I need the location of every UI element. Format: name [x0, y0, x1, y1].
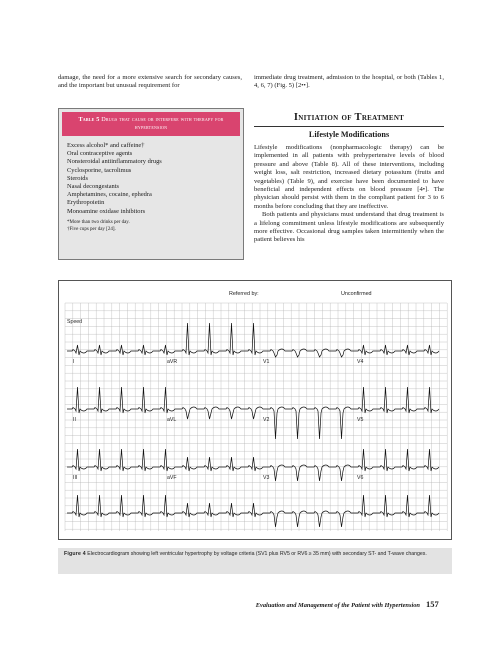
ecg-trace	[67, 449, 439, 481]
table-5-items	[59, 136, 243, 216]
page-number: 157	[426, 599, 439, 609]
ecg-speed-label: Speed	[67, 319, 83, 325]
ecg-lead-label: V5	[357, 417, 364, 423]
ecg-tracing	[59, 281, 451, 539]
table-5	[58, 108, 244, 260]
table-5-item: Oral contraceptive agents	[67, 150, 133, 158]
table-5-item: Monoamine oxidase inhibitors	[67, 207, 146, 215]
figure-number: Figure 4	[64, 551, 86, 557]
left-column-intro	[58, 74, 242, 91]
table-5-item: Amphetamines, cocaine, ephedra	[67, 191, 152, 199]
table-5-title: Drugs that cause or interfere with therapy for hypertension	[101, 116, 224, 131]
figure-caption	[58, 548, 452, 574]
section-paragraph: Both patients and physicians must understand that drug treatment is a lifelong commitment unless lifestyle modifications are subsequently more effective. Occasional drug samples taken intermittently when the patient believes his	[254, 211, 444, 244]
ecg-lead-label: aVF	[167, 475, 177, 481]
ecg-trace	[67, 323, 439, 357]
ecg-figure	[58, 280, 452, 540]
running-title: Evaluation and Management of the Patient with Hypertension	[255, 602, 420, 609]
ecg-trace	[67, 387, 439, 439]
ecg-lead-label: aVR	[167, 359, 178, 365]
ecg-lead-label: III	[73, 475, 78, 481]
table-5-item: Nonsteroidal antiinflammatory drugs	[67, 158, 162, 166]
section-paragraph: Lifestyle modifications (nonpharmacologic therapy) can be implemented in all patients with prehypertensive levels of blood pressure and above (Table 8). All of these interventions, including weight loss, salt restriction, increased dietary potassium (fruits and vegetables) (Table 9), and exercise have been documented to have beneficial and independent effects on blood pressure [4•]. The physician should persist with them in the compliant patient for 3 to 6 months before concluding that they are ineffective.	[254, 144, 444, 210]
ecg-trace	[67, 495, 439, 527]
ecg-lead-label: V3	[263, 475, 270, 481]
table-5-header	[62, 112, 240, 136]
ecg-referred-by: Referred by:	[229, 291, 259, 297]
ecg-lead-label: V4	[357, 359, 364, 365]
table-5-number: Table 5	[78, 116, 100, 123]
table-5-item: Excess alcohol* and caffeine†	[67, 142, 145, 149]
left-intro-text: damage, the need for a more extensive search for secondary causes, and the important but unusual requirement for	[58, 74, 242, 90]
section-title: Initiation of Treatment	[293, 112, 405, 123]
figure-caption-text: Electrocardiogram showing left ventricular hypertrophy by voltage criteria (SV1 plus RV5 or RV6 ≥ 35 mm) with secondary ST- and T-wave changes.	[87, 551, 427, 557]
table-5-note: †Five cups per day [24].	[67, 226, 116, 232]
ecg-unconfirmed: Unconfirmed	[341, 291, 372, 297]
ecg-lead-label: V2	[263, 417, 270, 423]
table-5-item: Nasal decongestants	[67, 183, 119, 191]
table-5-note: *More than two drinks per day.	[67, 219, 130, 225]
section-subtitle: Lifestyle Modifications	[308, 130, 390, 139]
table-5-item: Erythropoietin	[67, 199, 105, 207]
section-rule	[254, 126, 444, 127]
ecg-lead-label: aVL	[167, 417, 177, 423]
table-5-item: Steroids	[67, 174, 88, 182]
table-5-notes	[59, 216, 243, 234]
ecg-lead-label: I	[73, 359, 75, 365]
section-body	[254, 144, 444, 245]
ecg-lead-label: II	[73, 417, 76, 423]
table-5-item: Cyclosporine, tacrolimus	[67, 166, 132, 174]
ecg-lead-label: V1	[263, 359, 270, 365]
ecg-traces	[67, 323, 439, 527]
ecg-grid	[65, 303, 447, 531]
ecg-lead-label: V6	[357, 475, 364, 481]
right-column-intro	[254, 74, 444, 91]
right-intro-text: immediate drug treatment, admission to the hospital, or both (Tables 1, 4, 6, 7) (Fig. 5) [2••].	[254, 74, 444, 90]
